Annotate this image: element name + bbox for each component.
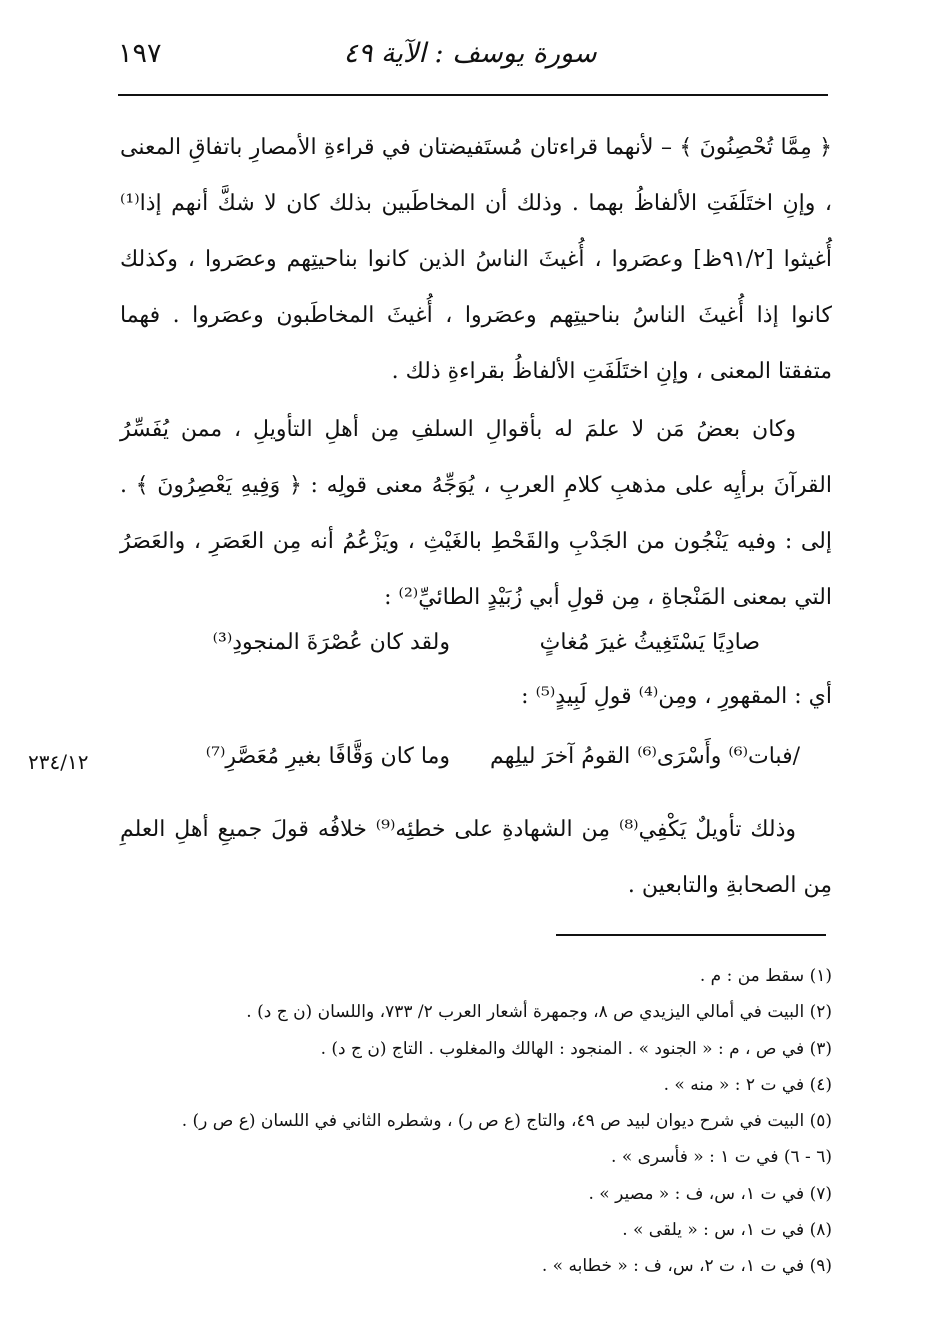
verse-2-first-hemistich: /فبات⁽⁶⁾ وأَسْرَى⁽⁶⁾ القومُ آخرَ ليلِهم — [490, 744, 800, 769]
footnote-1: (١) سقط من : م . — [699, 966, 832, 986]
paragraph-2: وكان بعضُ مَن لا علمَ له بأقوالِ السلفِ مِن أهلِ التأويلِ ، ممن يُفَسِّرُ القرآنَ برأيِه على مذهبِ كلامِ العربِ ، يُوَجِّهُ معنى قولِه : ﴿ وَفِيهِ يَعْصِرُونَ ﴾ . إلى : وفيه يَنْجُون من الجَدْبِ والقَحْطِ بالغَيْثِ ، ويَزْعُمُ أنه مِن العَصَرِ ، والعَصَرُ التي بمعنى المَنْجاةِ ، مِن قولِ أبي زُبَيْدٍ الطائيِّ⁽²⁾ : — [120, 417, 832, 610]
verse-1-first-hemistich: صادِيًا يَسْتَغِيثُ غيرَ مُغاثٍ — [539, 630, 760, 655]
footnote-separator — [556, 934, 826, 936]
verse-1-commentary: أي : المقهورِ ، ومِن⁽⁴⁾ قولِ لَبِيدٍ⁽⁵⁾ : — [521, 684, 832, 709]
footnote-8: (٨) في ت ١، س : « يلقى » . — [622, 1220, 832, 1241]
footnote-5: (٥) البيت في شرح ديوان لبيد ص ٤٩، والتاج (ع ص ر) ، وشطره الثاني في اللسان (ع ص ر) . — [181, 1111, 832, 1132]
footnote-6: (٦ - ٦) في ت ١ : « فأسرى » . — [611, 1147, 832, 1168]
paragraph-1: ﴿ مِمَّا تُحْصِنُونَ ﴾ – لأنهما قراءتان مُستَفيضتان في قراءةِ الأمصارِ باتفاقِ المعنى ، وإنِ اختَلَفَتِ الألفاظُ بهما . وذلك أن المخاطَبين بذلك كان لا شكَّ أنهم إذا⁽¹⁾ أُغيثوا [٩١/٢ظ] وعصَروا ، أُغيثَ الناسُ الذين كانوا بناحيتِهم وعصَروا ، وكذلك كانوا إذا أُغيثَ الناسُ بناحيتِهم وعصَروا ، أُغيثَ المخاطَبون وعصَروا . فهما متفقتا المعنى ، وإنِ اختَلَفَتِ الألفاظُ بقراءةِ ذلك . — [120, 135, 832, 384]
page-number: ١٩٧ — [118, 38, 162, 69]
footnote-4: (٤) في ت ٢ : « منه » . — [663, 1074, 832, 1095]
header-rule — [118, 94, 828, 96]
verse-1-second-hemistich: ولقد كان عُصْرَةَ المنجودِ⁽³⁾ — [212, 630, 450, 655]
footnote-7: (٧) في ت ١، س، ف : « مصير » . — [588, 1183, 832, 1204]
paragraph-3: وذلك تأويلٌ يَكْفِي⁽⁸⁾ مِن الشهادةِ على خطئِه⁽⁹⁾ خلافُه قولَ جميعِ أهلِ العلمِ مِن الصحابةِ والتابعين . — [120, 817, 832, 898]
verse-2-second-hemistich: وما كان وَقَّافًا بغيرِ مُعَصَّرِ⁽⁷⁾ — [205, 744, 450, 769]
margin-page-reference: ٢٣٤/١٢ — [28, 750, 89, 774]
footnote-3: (٣) في ص ، م : « الجنود » . المنجود : الهالك والمغلوب . التاج (ن ج د) . — [320, 1038, 832, 1059]
footnote-9: (٩) في ت ١، ت ٢، س، ف : « خطابه » . — [541, 1256, 832, 1277]
footnote-2: (٢) البيت في أمالي اليزيدي ص ٨، وجمهرة أشعار العرب ٢/ ٧٣٣، واللسان (ن ج د) . — [246, 1002, 832, 1023]
footnotes — [120, 958, 832, 1285]
running-header-title: سورة يوسف : الآية ٤٩ — [343, 38, 597, 69]
